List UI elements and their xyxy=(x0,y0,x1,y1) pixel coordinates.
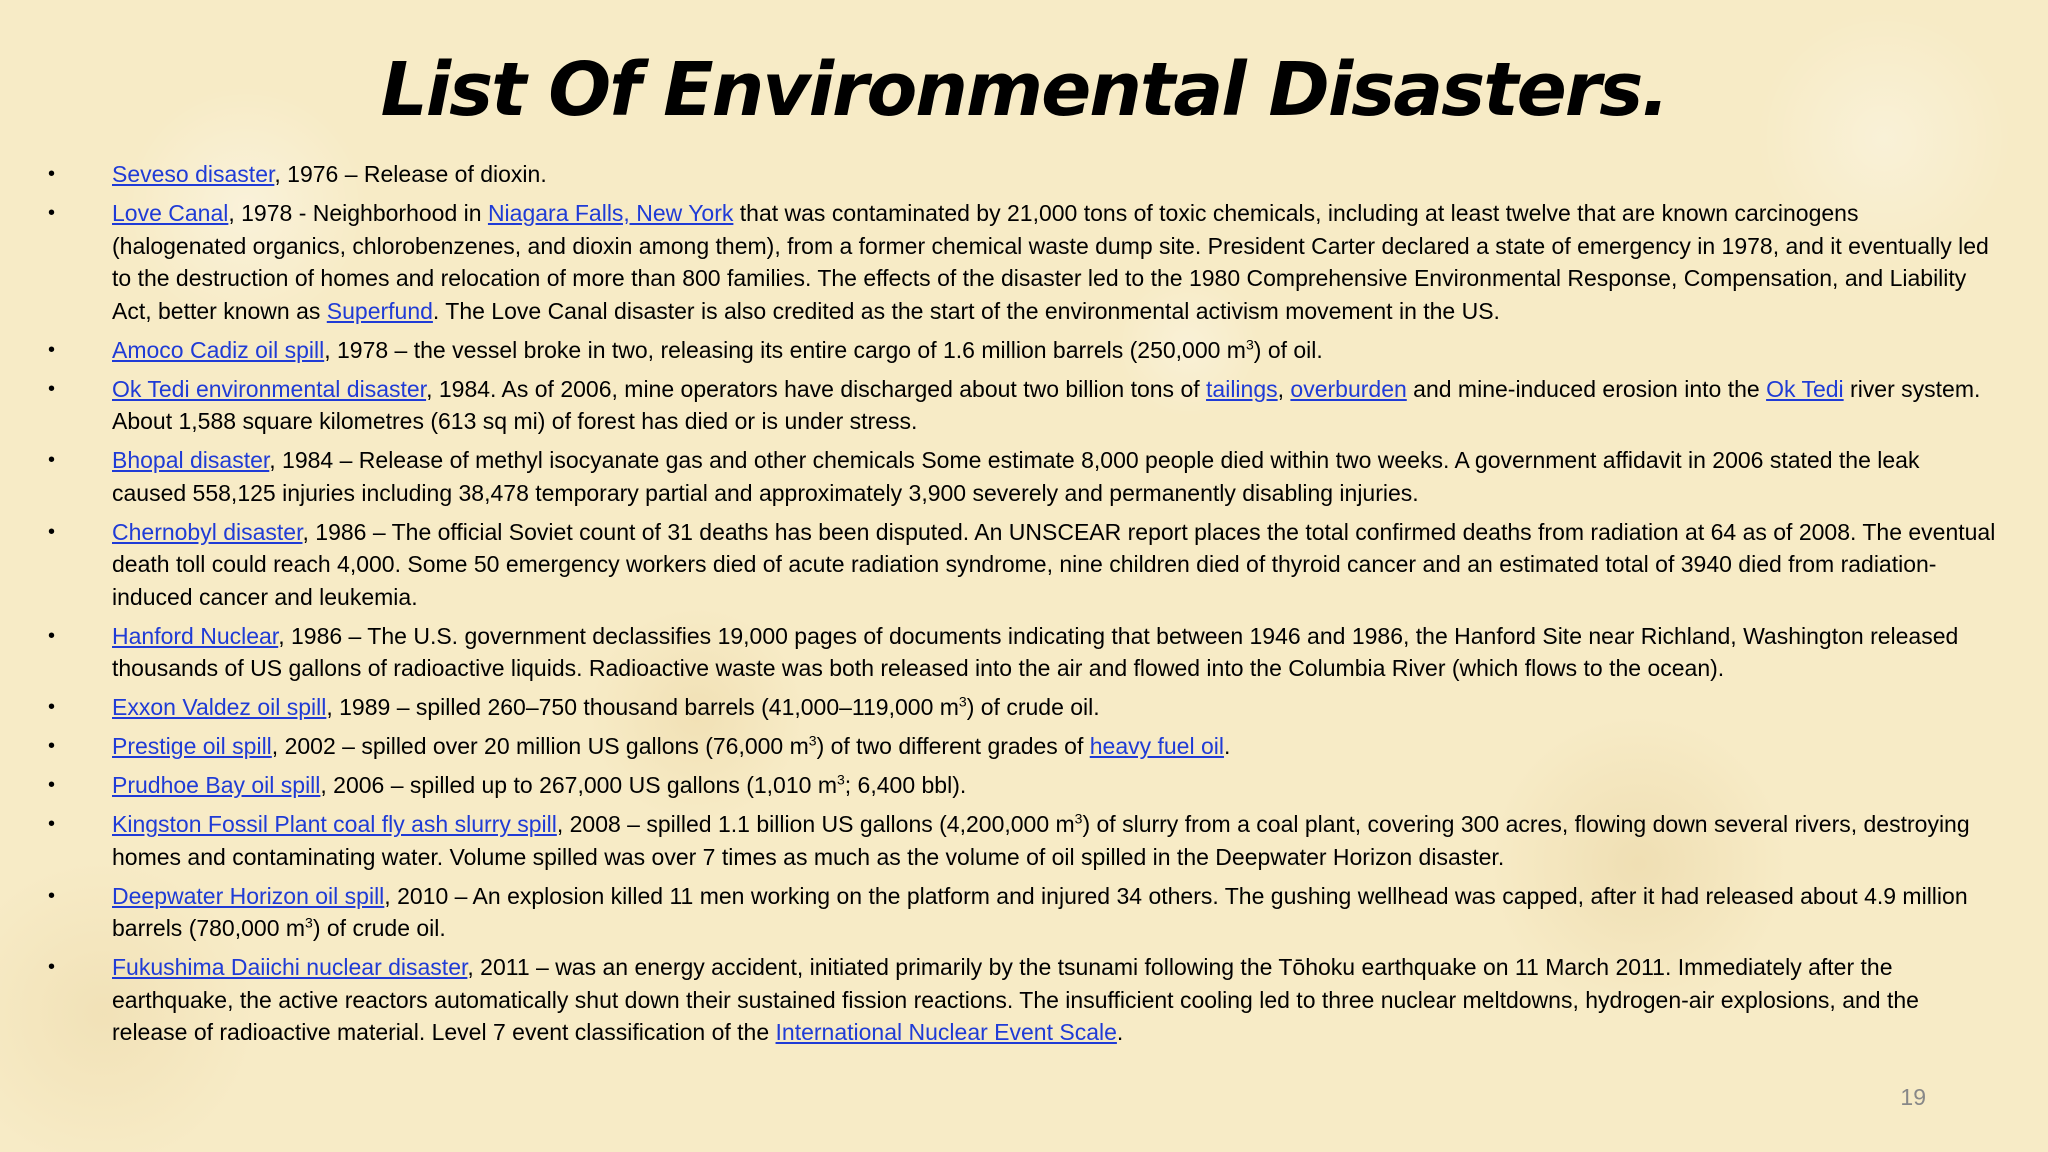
item-text: , 1986 – The official Soviet count of 31 deaths has been disputed. An UNSCEAR report places the total confirmed deaths from radiation at 64 as of 2008. The eventual death toll could reach 4,000. Some 50 emergency workers died of acute radiation syndrome, nine children died of thyroid cancer and an estimated total of 3940 died from radiation-induced cancer and leukemia. xyxy=(112,518,1996,610)
item-text: , 2006 – spilled up to 267,000 US gallons (1,010 m xyxy=(320,772,837,798)
item-text: that was contaminated by 21,000 tons of toxic chemicals, including at least twelve that are known carcinogens (halogenated organics, chlorobenzenes, and dioxin among them), from a former chemical waste dump site. President Carter declared a state of emergency in 1978, and it eventually led to the destruction of homes and relocation of more than 800 families. The effects of the disaster led to the 1980 Comprehensive Environmental Response, Compensation, and Liability Act, better known as xyxy=(112,200,1989,324)
item-text: river system. About 1,588 square kilometres (613 sq mi) of forest has died or is under stress. xyxy=(112,375,1981,434)
list-item-kingston xyxy=(48,808,1998,873)
item-text: ) of slurry from a coal plant, covering 300 acres, flowing down several rivers, destroying homes and contaminating water. Volume spilled was over 7 times as much as the volume of oil spilled in the Deepwater Horizon disaster. xyxy=(112,811,1970,870)
item-text: ) of crude oil. xyxy=(312,915,446,941)
item-text: . The Love Canal disaster is also credited as the start of the environmental activism movement in the US. xyxy=(432,297,1500,324)
item-text: , 2002 – spilled over 20 million US gallons (76,000 m xyxy=(271,733,809,759)
list-item-prudhoe-bay xyxy=(48,769,1998,802)
item-text: , 1986 – The U.S. government declassifies 19,000 pages of documents indicating that between 1946 and 1986, the Hanford Site near Richland, Washington released thousands of US gallons of radioactive liquids. Radioactive waste was both released into the air and flowed into the Columbia River (which flows to the ocean). xyxy=(112,622,1959,681)
bullet-icon: • xyxy=(48,735,56,757)
item-text: ; 6,400 bbl). xyxy=(844,772,967,798)
item-text: and mine-induced erosion into the xyxy=(1406,375,1767,402)
list-item-seveso xyxy=(48,158,1998,191)
superscript: 3 xyxy=(836,771,845,788)
item-text: , 1989 – spilled 260–750 thousand barrels (41,000–119,000 m xyxy=(326,694,959,720)
overburden-link[interactable]: overburden xyxy=(1290,375,1407,402)
superscript: 3 xyxy=(808,732,817,749)
bullet-icon: • xyxy=(48,520,56,543)
list-item-love-canal xyxy=(48,197,1998,327)
superscript: 3 xyxy=(1074,810,1083,827)
bhopal-disaster-link[interactable]: Bhopal disaster xyxy=(112,447,270,473)
love-canal-link[interactable]: Love Canal xyxy=(112,200,229,226)
list-item-bhopal xyxy=(48,444,1998,509)
bullet-icon: • xyxy=(48,624,56,647)
heavy-fuel-oil-link[interactable]: heavy fuel oil xyxy=(1089,733,1224,759)
superscript: 3 xyxy=(958,693,967,710)
item-text: , 2010 – An explosion killed 11 men working on the platform and injured 34 others. The gushing wellhead was capped, after it had released about 4.9 million barrels (780,000 m xyxy=(112,882,1968,941)
item-text: ) of two different grades of xyxy=(816,733,1090,759)
ok-tedi-link[interactable]: Ok Tedi xyxy=(1766,375,1844,402)
superfund-link[interactable]: Superfund xyxy=(326,297,433,324)
list-item-ok-tedi xyxy=(48,373,1998,438)
bullet-icon: • xyxy=(48,377,56,400)
hanford-nuclear-link[interactable]: Hanford Nuclear xyxy=(112,622,279,649)
bullet-icon: • xyxy=(48,956,56,978)
bullet-icon: • xyxy=(48,163,56,185)
item-text: ) of oil. xyxy=(1253,336,1323,363)
list-item-exxon-valdez xyxy=(48,691,1998,724)
prestige-oil-spill-link[interactable]: Prestige oil spill xyxy=(112,733,272,759)
item-text: , 1978 – the vessel broke in two, releasing its entire cargo of 1.6 million barrels (250,000 m xyxy=(324,336,1246,363)
bullet-icon: • xyxy=(48,202,56,224)
item-text: , 2011 – was an energy accident, initiated primarily by the tsunami following the Tōhoku earthquake on 11 March 2011. Immediately after the earthquake, the active reactors automatically shut down their sustained fission reactions. The insufficient cooling led to three nuclear meltdowns, hydrogen-air explosions, and the release of radioactive material. Level 7 event classification of the xyxy=(112,954,1919,1045)
item-text: ) of crude oil. xyxy=(966,694,1100,720)
bullet-icon: • xyxy=(48,884,56,907)
ok-tedi-disaster-link[interactable]: Ok Tedi environmental disaster xyxy=(112,375,427,402)
list-item-deepwater-horizon xyxy=(48,880,1998,945)
seveso-disaster-link[interactable]: Seveso disaster xyxy=(112,161,275,187)
bullet-icon: • xyxy=(48,338,56,361)
list-item-amoco-cadiz xyxy=(48,334,1998,367)
chernobyl-disaster-link[interactable]: Chernobyl disaster xyxy=(112,518,303,545)
slide-title: List Of Environmental Disasters. xyxy=(380,47,1668,133)
item-text: , 2008 – spilled 1.1 billion US gallons (4,200,000 m xyxy=(556,811,1075,837)
bullet-icon: • xyxy=(48,449,56,471)
fukushima-daiichi-link[interactable]: Fukushima Daiichi nuclear disaster xyxy=(112,954,468,980)
list-item-fukushima xyxy=(48,951,1998,1049)
superscript: 3 xyxy=(1245,335,1254,352)
item-text: . xyxy=(1116,1019,1124,1045)
list-item-chernobyl xyxy=(48,516,1998,614)
superscript: 3 xyxy=(305,914,313,931)
bullet-icon: • xyxy=(48,813,56,835)
disaster-list xyxy=(48,158,1998,1055)
item-text: . xyxy=(1223,733,1231,759)
item-text: , 1984 – Release of methyl isocyanate gas and other chemicals Some estimate 8,000 people died within two weeks. A government affidavit in 2006 stated the leak caused 558,125 injuries including 38,478 temporary partial and approximately 3,900 severely and permanently disabling injuries. xyxy=(112,447,1920,506)
deepwater-horizon-link[interactable]: Deepwater Horizon oil spill xyxy=(112,882,385,909)
item-text: , 1976 – Release of dioxin. xyxy=(274,161,547,187)
page-number: 19 xyxy=(1900,1084,1926,1110)
exxon-valdez-link[interactable]: Exxon Valdez oil spill xyxy=(112,694,327,720)
niagara-falls-link[interactable]: Niagara Falls, New York xyxy=(487,200,734,226)
list-item-prestige xyxy=(48,730,1998,763)
list-item-hanford xyxy=(48,620,1998,685)
item-text: , xyxy=(1277,375,1291,402)
bullet-icon: • xyxy=(48,696,56,718)
bullet-icon: • xyxy=(48,774,56,796)
tailings-link[interactable]: tailings xyxy=(1206,375,1278,402)
amoco-cadiz-link[interactable]: Amoco Cadiz oil spill xyxy=(112,336,325,363)
item-text: , 1978 - Neighborhood in xyxy=(228,200,488,226)
kingston-fossil-plant-link[interactable]: Kingston Fossil Plant coal fly ash slurry spill xyxy=(112,811,557,837)
international-nuclear-event-scale-link[interactable]: International Nuclear Event Scale xyxy=(775,1019,1117,1045)
prudhoe-bay-link[interactable]: Prudhoe Bay oil spill xyxy=(112,772,321,798)
item-text: , 1984. As of 2006, mine operators have discharged about two billion tons of xyxy=(426,375,1207,402)
